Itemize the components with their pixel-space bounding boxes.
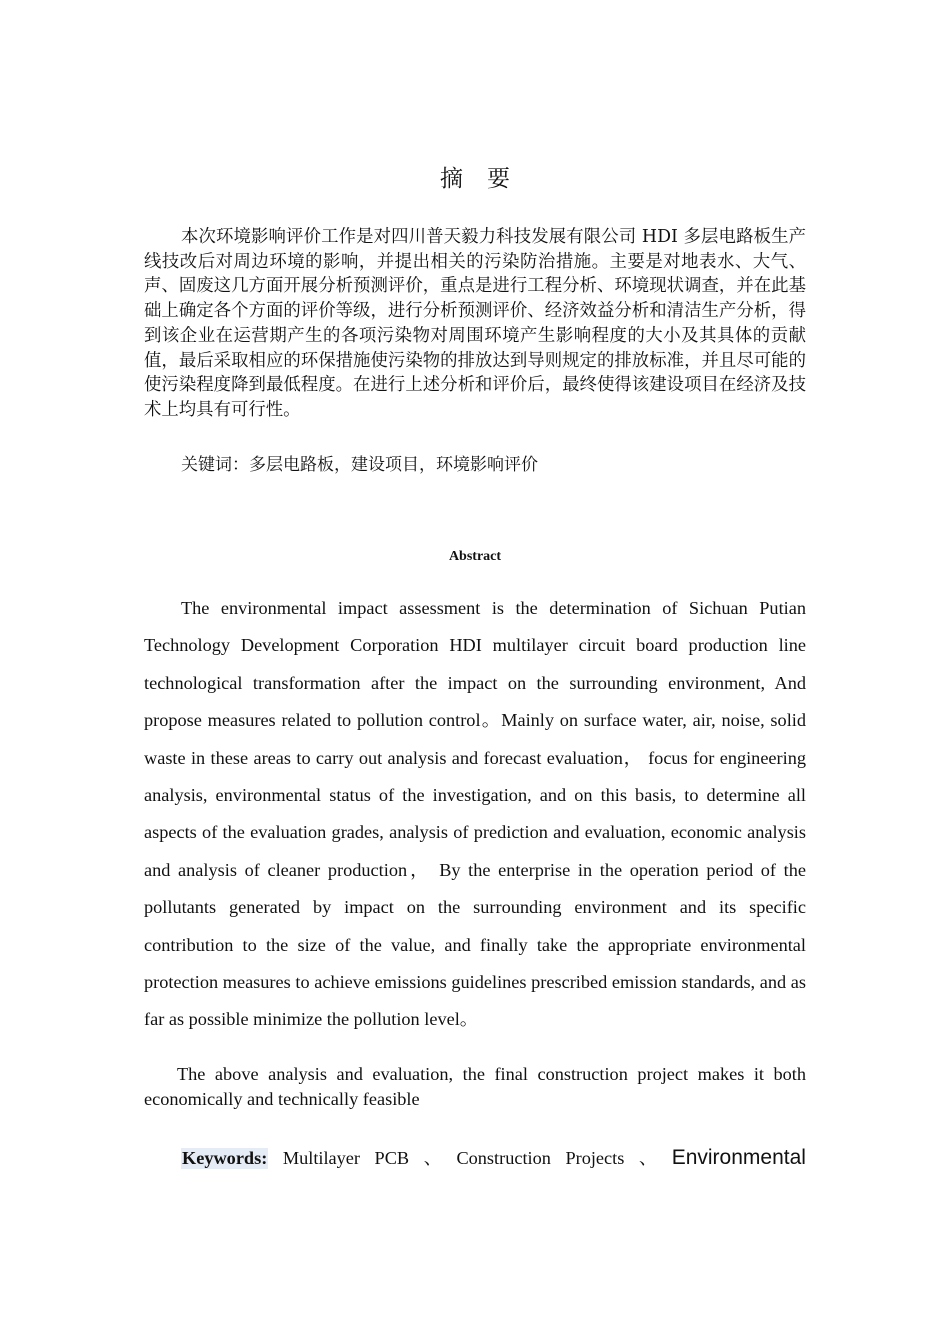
chinese-abstract-body: 本次环境影响评价工作是对四川普天毅力科技发展有限公司 HDI 多层电路板生产线技改后对周边环境的影响，并提出相关的污染防治措施。主要是对地表水、大气、声、固废这几方面开展分析预测评价，重点是进行工程分析、环境现状调查，并在此基础上确定各个方面的评价等级，进行分析预测评价、经济效益分析和清洁生产分析，得到该企业在运营期产生的各项污染物对周围环境产生影响程度的大小及其具体的贡献值，最后采取相应的环保措施使污染物的排放达到导则规定的排放标准，并且尽可能的使污染程度降到最低程度。在进行上述分析和评价后，最终使得该建设项目在经济及技术上均具有可行性。 <box>144 227 806 420</box>
chinese-abstract-title: 摘要 <box>440 166 534 192</box>
keyword-construction: Construction <box>456 1148 551 1168</box>
english-keywords <box>181 1144 806 1170</box>
keyword-separator: 、 <box>638 1148 658 1169</box>
keyword-environmental: Environmental <box>671 1146 806 1169</box>
english-abstract-body: The environmental impact assessment is the determination of Sichuan Putian Technology Development Corporation HDI multilayer circuit board production line technological transformation after the impact on the surrounding environment, And propose measures related to pollution control。Mainly on surface water, air, noise, solid waste in these areas to carry out analysis and forecast evaluation， focus for engineering analysis, environmental status of the investigation, and on this basis, to determine all aspects of the evaluation grades, analysis of prediction and evaluation, economic analysis and analysis of cleaner production， By the enterprise in the operation period of the pollutants generated by impact on the surrounding environment and its specific contribution to the size of the value, and finally take the appropriate environmental protection measures to achieve emissions guidelines prescribed emission standards, and as far as possible minimize the pollution level。 <box>144 598 806 1030</box>
chinese-keywords: 关键词：多层电路板，建设项目，环境影响评价 <box>181 455 538 475</box>
keywords-label: Keywords: <box>182 1148 268 1168</box>
english-abstract-title: Abstract <box>448 549 502 564</box>
keyword-multilayer: Multilayer <box>282 1148 361 1168</box>
keyword-projects: Projects <box>565 1148 625 1168</box>
english-abstract-conclusion: The above analysis and evaluation, the final construction project makes it both economically and technically feasible <box>144 1064 806 1109</box>
keyword-pcb: PCB <box>374 1148 410 1168</box>
keyword-separator: 、 <box>423 1148 442 1169</box>
